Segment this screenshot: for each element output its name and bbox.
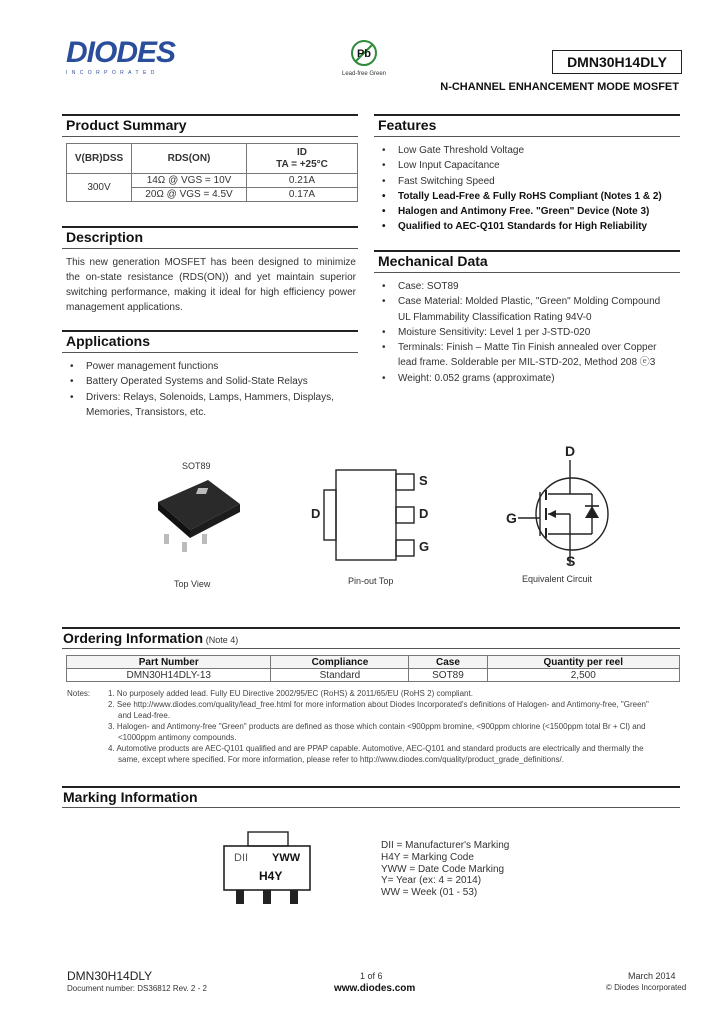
list-item: • Terminals: Finish – Matte Tin Finish annealed over Copper lead frame. Solderable per MIL-STD-202, Method 208 ⓔ3 <box>376 340 672 371</box>
list-item: • Totally Lead-Free & Fully RoHS Compliant (Notes 1 & 2) <box>376 189 680 204</box>
id-value: 0.17A <box>247 188 358 202</box>
top-view-label: Top View <box>174 579 211 589</box>
rule <box>62 648 680 649</box>
list-item: • Weight: 0.052 grams (approximate) <box>376 371 672 386</box>
circuit-s: S <box>566 553 576 569</box>
ordering-title-row <box>63 630 238 646</box>
legend-line: YWW = Date Code Marking <box>381 863 505 875</box>
list-item: • Case: SOT89 <box>376 279 672 294</box>
rule <box>62 786 680 788</box>
footer-copyright: © Diodes Incorporated <box>606 983 687 992</box>
svg-text:Pb: Pb <box>356 48 372 60</box>
note-line: 4. Automotive products are AEC-Q101 qualified and are PPAP capable. Automotive, AEC-Q101 and standard products are electrically and thermally the <box>108 744 644 753</box>
footer-doc: Document number: DS36812 Rev. 2 - 2 <box>67 984 207 993</box>
part-number-box <box>552 50 682 74</box>
chip-logo: DII <box>234 852 249 864</box>
note-line: <1000ppm antimony compounds. <box>118 733 237 742</box>
list-item: • Case Material: Molded Plastic, "Green" Molding Compound UL Flammability Classification Rating 94V-0 <box>376 294 672 325</box>
note-line: and Lead-free. <box>118 711 171 720</box>
table-header-row: Part Number Compliance Case Quantity per reel <box>67 656 680 669</box>
note-line: 1. No purposely added lead. Fully EU Directive 2002/95/EC (RoHS) & 2011/65/EU (RoHS 2) compliant. <box>108 689 473 698</box>
pinout-label: Pin-out Top <box>348 576 394 586</box>
product-summary-table <box>66 143 358 202</box>
id-header: ID TA = +25°C <box>247 144 358 174</box>
rule <box>62 330 358 332</box>
pin-s: S <box>419 473 428 488</box>
note-line: 3. Halogen- and Antimony-free "Green" products are defined as those which contain <900ppm bromine, <900ppm chlorine (<1500ppm total Br + Cl) and <box>108 722 646 731</box>
list-item: • Drivers: Relays, Solenoids, Lamps, Hammers, Displays, Memories, Transistors, etc. <box>64 390 334 421</box>
list-item: • Low Input Capacitance <box>376 158 680 173</box>
package-label: SOT89 <box>182 461 211 471</box>
description-title: Description <box>66 229 144 245</box>
circuit-d: D <box>565 443 576 459</box>
chip-date-code: YWW <box>272 852 301 864</box>
footer-url[interactable]: www.diodes.com <box>334 983 416 994</box>
rule <box>62 352 358 353</box>
features-list <box>376 143 680 235</box>
ordering-table <box>66 655 680 682</box>
circuit-label: Equivalent Circuit <box>522 574 593 584</box>
footer-date: March 2014 <box>628 971 676 981</box>
list-item: • Halogen and Antimony Free. "Green" Device (Note 3) <box>376 204 680 219</box>
rule <box>62 114 358 116</box>
footer-page: 1 of 6 <box>360 971 383 981</box>
pin-d-left: D <box>311 506 321 521</box>
footer-part: DMN30H14DLY <box>67 969 153 983</box>
equivalent-circuit <box>500 452 620 572</box>
leadfree-label: Lead-free Green <box>341 71 387 77</box>
sot89-package-image <box>148 472 248 552</box>
rule <box>62 627 680 629</box>
device-subtitle: N-CHANNEL ENHANCEMENT MODE MOSFET <box>440 81 679 93</box>
rule <box>62 807 680 808</box>
legend-line: DII = Manufacturer's Marking <box>381 840 510 851</box>
list-item: • Moisture Sensitivity: Level 1 per J-STD-020 <box>376 325 672 340</box>
ordering-note-ref: (Note 4) <box>205 635 239 645</box>
legend-line: H4Y = Marking Code <box>381 851 474 863</box>
table-row: DMN30H14DLY-13 Standard SOT89 2,500 <box>67 669 680 682</box>
rule <box>374 250 680 252</box>
list-item: • Fast Switching Speed <box>376 174 680 189</box>
pb-free-icon <box>349 38 379 68</box>
description-text: This new generation MOSFET has been designed to minimize the on-state resistance (RDS(ON)) and yet maintain superior switching performance, making it ideal for high efficiency power management applications. <box>66 257 356 313</box>
applications-list <box>64 359 334 420</box>
rule <box>374 114 680 116</box>
vbr-value: 300V <box>67 174 132 202</box>
rule <box>374 136 680 137</box>
list-item: • Low Gate Threshold Voltage <box>376 143 680 158</box>
marking-title: Marking Information <box>63 789 198 805</box>
product-summary-title: Product Summary <box>66 117 187 133</box>
ordering-title: Ordering Information <box>63 630 203 646</box>
logo-subtext: INCORPORATED <box>66 70 159 76</box>
applications-title: Applications <box>66 333 151 349</box>
rds-value: 14Ω @ VGS = 10V <box>132 174 247 188</box>
rule <box>62 248 358 249</box>
rule <box>62 136 358 137</box>
mechanical-list <box>376 279 672 386</box>
diodes-logo <box>66 38 175 76</box>
vbr-header: V(BR)DSS <box>67 144 132 174</box>
note-line: same, except where specified. For more information, please refer to http://www.diodes.com/quality/product_grade_definitions/. <box>118 755 565 764</box>
circuit-g: G <box>506 510 517 526</box>
list-item: • Battery Operated Systems and Solid-State Relays <box>64 374 334 389</box>
part-number: DMN30H14DLY <box>567 54 667 70</box>
notes-label: Notes: <box>67 689 91 698</box>
legend-line: Y= Year (ex: 4 = 2014) <box>381 875 482 887</box>
pin-d: D <box>419 506 429 521</box>
rds-header: RDS(ON) <box>132 144 247 174</box>
marking-legend <box>381 840 509 899</box>
leadfree-badge <box>336 38 392 77</box>
list-item: • Power management functions <box>64 359 334 374</box>
notes-list <box>108 688 678 765</box>
chip-marking-code: H4Y <box>259 869 283 883</box>
list-item: • Qualified to AEC-Q101 Standards for High Reliability <box>376 219 680 234</box>
logo-text: DIODES <box>66 36 176 69</box>
features-title: Features <box>378 117 437 133</box>
id-value: 0.21A <box>247 174 358 188</box>
note-line: 2. See http://www.diodes.com/quality/lead_free.html for more information about Diodes Incorporated's definitions of Halogen- and Antimony-free, "Green" <box>108 700 649 709</box>
pinout-diagram <box>306 462 436 574</box>
rule <box>374 272 680 273</box>
rds-value: 20Ω @ VGS = 4.5V <box>132 188 247 202</box>
rule <box>62 226 358 228</box>
legend-line: WW = Week (01 - 53) <box>381 887 478 899</box>
pin-g: G <box>419 539 430 554</box>
mechanical-title: Mechanical Data <box>378 253 488 269</box>
